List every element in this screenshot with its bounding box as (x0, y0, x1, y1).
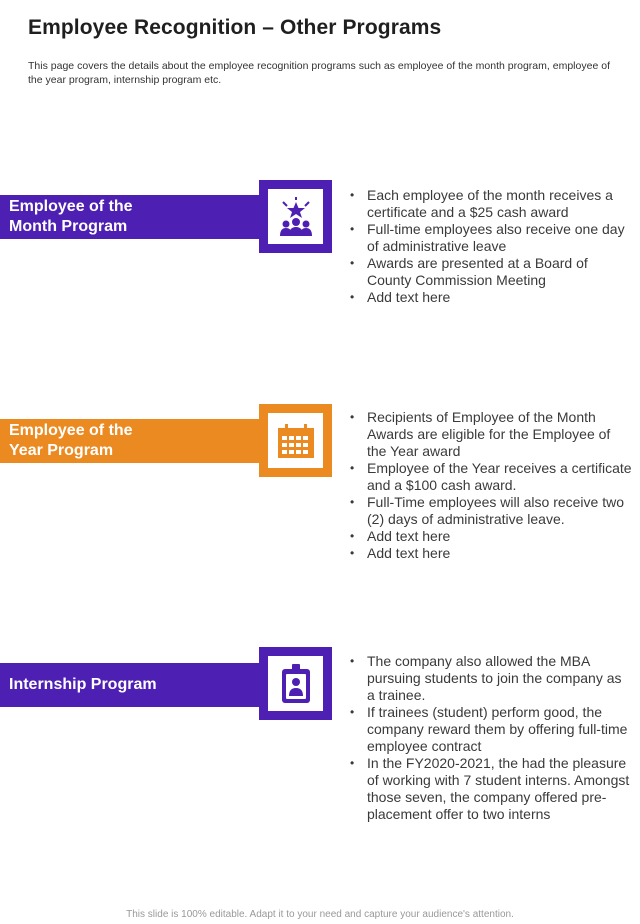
list-item: • Full-Time employees will also receive two (2) days of administrative leave. (350, 494, 632, 528)
program-title-line1: Employee of the (9, 198, 133, 215)
list-item: • Awards are presented at a Board of County Commission Meeting (350, 255, 632, 289)
list-item: • Employee of the Year receives a certificate and a $100 cash award. (350, 460, 632, 494)
program-icon-box (259, 647, 332, 720)
program-points-list (350, 409, 632, 562)
page-subtitle: This page covers the details about the employee recognition programs such as employee of the month program, employee of the year program, internship program etc. (28, 60, 610, 86)
program-title-band (0, 419, 262, 463)
program-title-line1: Internship Program (9, 676, 157, 693)
list-item: • Full-time employees also receive one day of administrative leave (350, 221, 632, 255)
program-title-line2: Year Program (9, 442, 114, 459)
program-title-line1: Employee of the (9, 422, 133, 439)
list-item: • In the FY2020-2021, the had the pleasure of working with 7 student interns. Amongst those seven, the company offered pre-placement offer to two interns (350, 755, 632, 823)
id-badge-icon (281, 664, 311, 704)
program-title-band (0, 195, 262, 239)
award-team-icon (276, 197, 316, 237)
footer-note: This slide is 100% editable. Adapt it to your need and capture your audience's attention. (126, 909, 514, 920)
list-item: • If trainees (student) perform good, the company reward them by offering full-time employee contract (350, 704, 632, 755)
list-item: • Add text here (350, 528, 632, 545)
page-title: Employee Recognition – Other Programs (28, 16, 442, 39)
list-item: • Add text here (350, 289, 632, 306)
program-points-list (350, 187, 632, 306)
program-points-list (350, 653, 632, 823)
calendar-icon (277, 423, 315, 459)
list-item: • Each employee of the month receives a certificate and a $25 cash award (350, 187, 632, 221)
program-title-line2: Month Program (9, 218, 128, 235)
program-icon-box (259, 180, 332, 253)
list-item: • Add text here (350, 545, 632, 562)
program-icon-box (259, 404, 332, 477)
list-item: • The company also allowed the MBA pursuing students to join the company as a trainee. (350, 653, 632, 704)
list-item: • Recipients of Employee of the Month Awards are eligible for the Employee of the Year award (350, 409, 632, 460)
program-title-band (0, 663, 262, 707)
